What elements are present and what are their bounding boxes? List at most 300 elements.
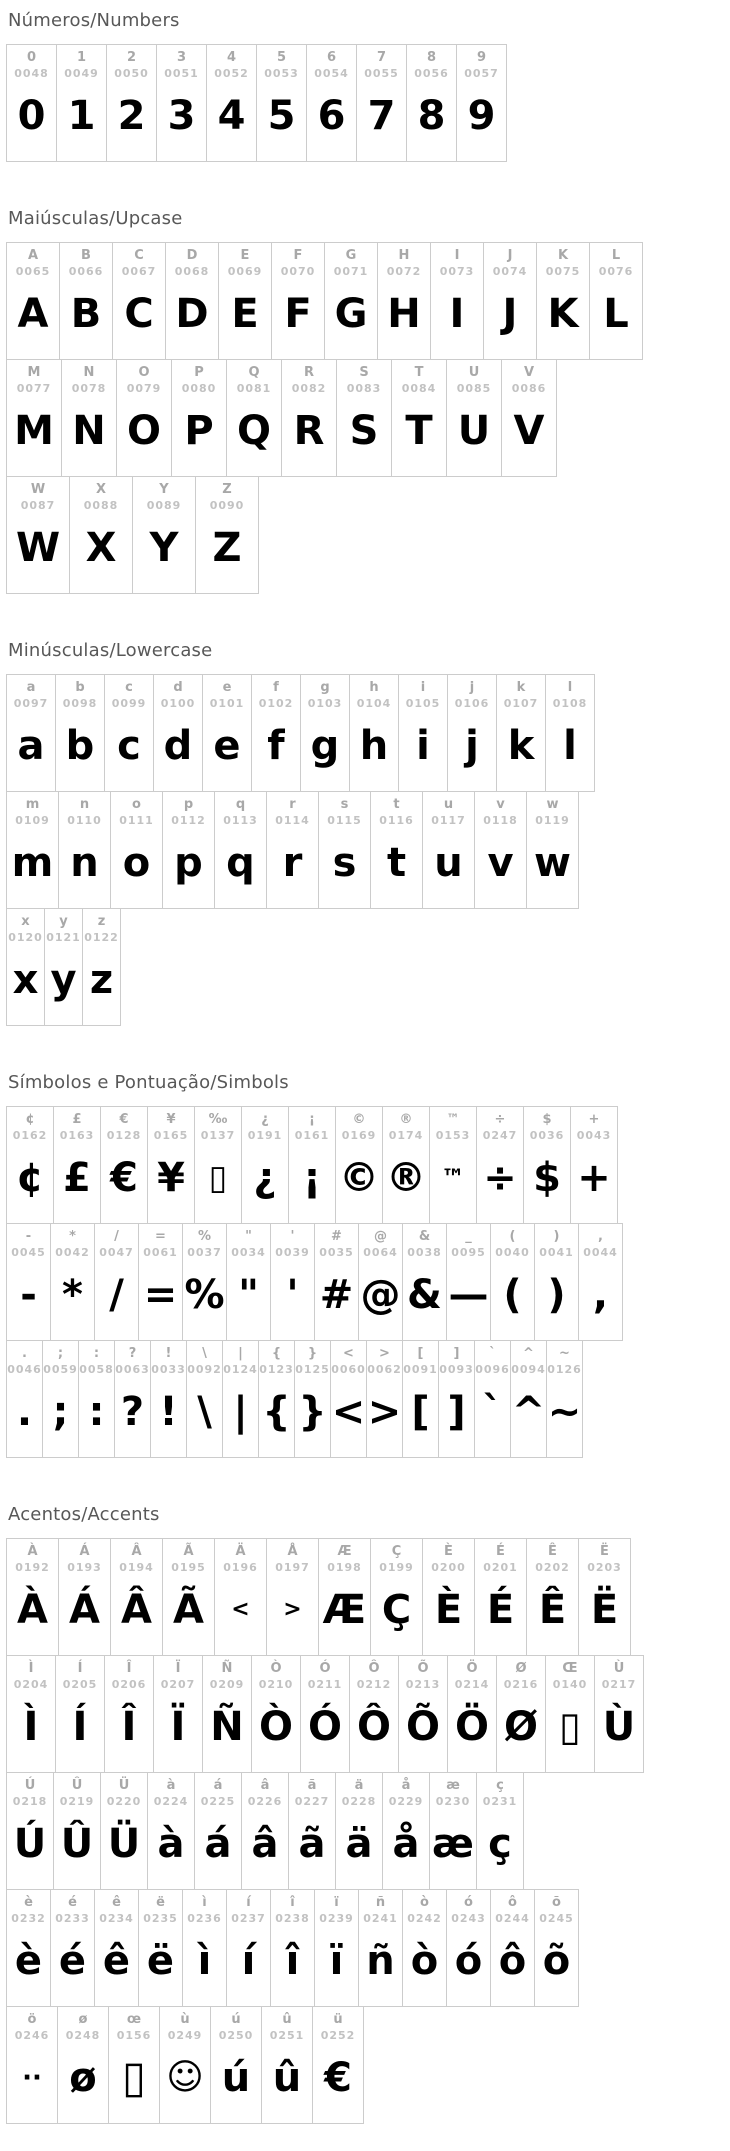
glyph-preview: 8 (417, 93, 446, 140)
glyph-unicode-code: 0140 (552, 1677, 588, 1691)
glyph-character-label: 8 (426, 50, 437, 65)
glyph-unicode-code: 0199 (379, 1560, 414, 1574)
glyph-unicode-code: 0207 (160, 1677, 196, 1691)
glyph-row (6, 1772, 730, 1890)
glyph-cell (6, 1340, 43, 1458)
glyph-character-label: ã (307, 1778, 317, 1793)
glyph-unicode-code: 0237 (231, 1911, 266, 1925)
glyph-unicode-code: 0192 (15, 1560, 50, 1574)
glyph-cell (402, 1340, 439, 1458)
glyph-cell (358, 1889, 403, 2007)
glyph-character-label: G (345, 248, 357, 263)
glyph-cell (6, 359, 62, 477)
glyph-cell (349, 1655, 399, 1773)
glyph-cell (349, 674, 399, 792)
glyph-cell (570, 1106, 618, 1224)
glyph-row (6, 44, 730, 162)
glyph-cell (456, 44, 507, 162)
glyph-preview: Ù (602, 1704, 636, 1751)
glyph-cell (261, 2006, 313, 2124)
glyph-preview: Ï (170, 1704, 186, 1751)
glyph-cell (138, 1223, 183, 1341)
glyph-cell (422, 1538, 475, 1656)
glyph-character-label: A (27, 248, 39, 263)
glyph-character-label: 4 (226, 50, 237, 65)
glyph-preview: ç (488, 1821, 512, 1868)
glyph-character-label: k (516, 680, 526, 695)
glyph-unicode-code: 0063 (115, 1362, 150, 1376)
glyph-unicode-code: 0050 (114, 66, 149, 80)
glyph-unicode-code: 0125 (295, 1362, 330, 1376)
glyph-cell (61, 359, 117, 477)
glyph-character-label: ` (489, 1346, 496, 1361)
glyph-cell (447, 674, 497, 792)
glyph-cell (523, 1106, 571, 1224)
glyph-preview: Õ (405, 1704, 440, 1751)
glyph-unicode-code: 0053 (264, 66, 299, 80)
glyph-cell (165, 242, 219, 360)
glyph-unicode-code: 0069 (227, 264, 263, 278)
glyph-unicode-code: 0113 (223, 813, 258, 827)
glyph-row (6, 242, 730, 360)
glyph-unicode-code: 0088 (83, 498, 119, 512)
glyph-cell (335, 1772, 383, 1890)
glyph-preview: ì (197, 1938, 212, 1985)
glyph-cell (58, 1538, 111, 1656)
glyph-character-label: j (469, 680, 475, 695)
glyph-character-label: $ (542, 1112, 552, 1127)
glyph-cell (104, 674, 154, 792)
glyph-character-label: Ù (613, 1661, 625, 1676)
glyph-character-label: : (93, 1346, 100, 1361)
glyph-unicode-code: 0043 (576, 1128, 612, 1142)
glyph-preview: I (449, 291, 465, 338)
glyph-preview: = (143, 1272, 178, 1319)
glyph-preview: € (110, 1155, 138, 1202)
glyph-cell (57, 2006, 109, 2124)
glyph-cell (222, 1340, 259, 1458)
glyph-cell (116, 359, 172, 477)
glyph-preview: ô (498, 1938, 527, 1985)
glyph-preview: ~ (547, 1389, 582, 1436)
glyph-preview: ¥ (157, 1155, 185, 1202)
glyph-cell (50, 1223, 95, 1341)
glyph-preview: s (332, 840, 357, 887)
glyph-unicode-code: 0066 (68, 264, 104, 278)
glyph-cell (206, 44, 257, 162)
glyph-unicode-code: 0079 (126, 381, 162, 395)
glyph-unicode-code: 0226 (247, 1794, 283, 1808)
glyph-cell (490, 1223, 535, 1341)
glyph-character-label: \ (202, 1346, 207, 1361)
glyph-unicode-code: 0091 (403, 1362, 438, 1376)
glyph-character-label: ? (128, 1346, 137, 1361)
glyph-unicode-code: 0114 (275, 813, 310, 827)
glyph-preview: õ (542, 1938, 571, 1985)
glyph-cell (358, 1223, 403, 1341)
glyph-preview: Ó (307, 1704, 342, 1751)
glyph-cell (226, 1223, 271, 1341)
glyph-cell (195, 476, 259, 594)
glyph-character-label: X (95, 482, 107, 497)
glyph-unicode-code: 0105 (405, 696, 441, 710)
glyph-cell (594, 1655, 644, 1773)
glyph-character-label: Ö (466, 1661, 478, 1676)
glyph-preview: J (502, 291, 518, 338)
glyph-preview: # (319, 1272, 354, 1319)
glyph-unicode-code: 0096 (475, 1362, 510, 1376)
glyph-character-label: Ä (235, 1544, 246, 1559)
glyph-row (6, 1340, 730, 1458)
glyph-character-label: % (197, 1229, 212, 1244)
glyph-unicode-code: 0078 (71, 381, 107, 395)
glyph-preview: â (251, 1821, 279, 1868)
glyph-row (6, 1223, 730, 1341)
glyph-unicode-code: 0034 (231, 1245, 266, 1259)
glyph-preview: Ô (356, 1704, 391, 1751)
glyph-character-label: o (132, 797, 141, 812)
glyph-unicode-code: 0102 (258, 696, 294, 710)
glyph-preview: ã (298, 1821, 326, 1868)
glyph-unicode-code: 0056 (414, 66, 449, 80)
character-map-section (6, 208, 730, 594)
glyph-cell (534, 1223, 579, 1341)
glyph-character-label: é (68, 1895, 77, 1910)
glyph-character-label: © (352, 1112, 366, 1127)
glyph-character-label: @ (374, 1229, 387, 1244)
glyph-character-label: 0 (26, 50, 37, 65)
glyph-preview: " (238, 1272, 259, 1319)
glyph-unicode-code: 0055 (364, 66, 399, 80)
glyph-character-label: ) (553, 1229, 560, 1244)
glyph-character-label: ~ (559, 1346, 570, 1361)
glyph-cell (377, 242, 431, 360)
glyph-unicode-code: 0122 (84, 930, 119, 944)
glyph-preview: £ (63, 1155, 91, 1202)
glyph-preview: ) (547, 1272, 566, 1319)
glyph-row (6, 476, 730, 594)
section-title: Números/Numbers (8, 10, 180, 31)
glyph-character-label: K (557, 248, 569, 263)
glyph-unicode-code: 0241 (363, 1911, 398, 1925)
glyph-unicode-code: 0209 (209, 1677, 245, 1691)
sections-container (6, 10, 730, 2124)
glyph-preview: ▯ (558, 1704, 581, 1751)
glyph-cell (366, 1340, 403, 1458)
glyph-character-label: ô (508, 1895, 517, 1910)
glyph-unicode-code: 0191 (247, 1128, 283, 1142)
glyph-unicode-code: 0048 (14, 66, 49, 80)
glyph-character-label: ï (334, 1895, 339, 1910)
glyph-unicode-code: 0245 (539, 1911, 574, 1925)
glyph-preview: \ (197, 1389, 212, 1436)
glyph-cell (318, 1538, 371, 1656)
glyph-character-label: Q (248, 365, 260, 380)
glyph-character-label: L (611, 248, 621, 263)
glyph-unicode-code: 0197 (275, 1560, 310, 1574)
glyph-preview: Ò (258, 1704, 293, 1751)
glyph-unicode-code: 0161 (294, 1128, 330, 1142)
glyph-preview: 1 (67, 93, 96, 140)
glyph-preview: R (293, 408, 325, 455)
glyph-preview: x (12, 957, 39, 1004)
glyph-cell (578, 1223, 623, 1341)
glyph-character-label: Ï (175, 1661, 181, 1676)
glyph-cell (94, 1223, 139, 1341)
glyph-cell (430, 242, 484, 360)
glyph-character-label: Û (71, 1778, 83, 1793)
glyph-character-label: ó (464, 1895, 473, 1910)
glyph-preview: C (124, 291, 154, 338)
glyph-preview: d (163, 723, 193, 770)
glyph-character-label: D (186, 248, 198, 263)
glyph-cell (69, 476, 133, 594)
glyph-cell (147, 1772, 195, 1890)
glyph-unicode-code: 0217 (601, 1677, 637, 1691)
glyph-character-label: v (496, 797, 505, 812)
glyph-character-label: ë (156, 1895, 165, 1910)
glyph-cell (251, 674, 301, 792)
glyph-preview: l (563, 723, 577, 770)
glyph-cell (53, 1772, 101, 1890)
glyph-character-label: f (273, 680, 279, 695)
glyph-preview: r (282, 840, 303, 887)
glyph-cell (314, 1223, 359, 1341)
character-map-section (6, 1504, 730, 2124)
glyph-cell (106, 44, 157, 162)
glyph-character-label: E (240, 248, 250, 263)
glyph-character-label: Î (126, 1661, 132, 1676)
glyph-preview: © (339, 1155, 379, 1202)
glyph-preview: Q (236, 408, 271, 455)
glyph-character-label: õ (552, 1895, 561, 1910)
glyph-unicode-code: 0062 (367, 1362, 402, 1376)
glyph-cell (82, 908, 121, 1026)
glyph-preview: > (283, 1597, 302, 1623)
glyph-unicode-code: 0225 (200, 1794, 236, 1808)
glyph-cell (422, 791, 475, 909)
glyph-unicode-code: 0156 (116, 2028, 152, 2042)
glyph-character-label: ê (112, 1895, 121, 1910)
glyph-unicode-code: 0196 (223, 1560, 258, 1574)
glyph-character-label: ü (333, 2012, 343, 2027)
glyph-unicode-code: 0120 (8, 930, 43, 944)
glyph-row (6, 674, 730, 792)
glyph-character-label: i (420, 680, 426, 695)
glyph-preview: u (434, 840, 463, 887)
glyph-character-label: â (260, 1778, 270, 1793)
glyph-character-label: T (414, 365, 424, 380)
glyph-cell (100, 1106, 148, 1224)
glyph-cell (6, 1889, 51, 2007)
glyph-preview: F (284, 291, 312, 338)
glyph-character-label: ù (180, 2012, 190, 2027)
glyph-character-label: ( (509, 1229, 516, 1244)
glyph-character-label: Y (159, 482, 169, 497)
glyph-cell (474, 1340, 511, 1458)
glyph-preview: T (405, 408, 433, 455)
glyph-unicode-code: 0233 (55, 1911, 90, 1925)
glyph-character-label: c (125, 680, 133, 695)
glyph-unicode-code: 0103 (307, 696, 343, 710)
glyph-cell (356, 44, 407, 162)
glyph-unicode-code: 0236 (187, 1911, 222, 1925)
glyph-preview: ™ (441, 1164, 465, 1193)
glyph-preview: ¡ (302, 1155, 322, 1202)
glyph-unicode-code: 0045 (11, 1245, 46, 1259)
glyph-cell (104, 1655, 154, 1773)
glyph-character-label: s (340, 797, 349, 812)
glyph-preview: É (486, 1587, 515, 1634)
glyph-character-label: ÷ (494, 1112, 506, 1127)
glyph-cell (526, 1538, 579, 1656)
glyph-character-label: ì (202, 1895, 207, 1910)
glyph-unicode-code: 0200 (431, 1560, 466, 1574)
glyph-unicode-code: 0228 (341, 1794, 377, 1808)
glyph-character-label: Ç (391, 1544, 402, 1559)
glyph-preview: S (349, 408, 379, 455)
glyph-preview: N (72, 408, 106, 455)
glyph-character-label: t (393, 797, 400, 812)
glyph-unicode-code: 0239 (319, 1911, 354, 1925)
glyph-character-label: l (567, 680, 573, 695)
glyph-cell (490, 1889, 535, 2007)
glyph-preview: > (367, 1389, 402, 1436)
glyph-cell (578, 1538, 631, 1656)
glyph-character-label: * (69, 1229, 76, 1244)
glyph-preview: ·· (22, 2063, 42, 2094)
glyph-cell (446, 1223, 491, 1341)
glyph-cell (271, 242, 325, 360)
glyph-preview: Ø (503, 1704, 538, 1751)
glyph-character-label: ] (453, 1346, 460, 1361)
glyph-preview: b (65, 723, 95, 770)
glyph-unicode-code: 0080 (181, 381, 217, 395)
glyph-cell (55, 674, 105, 792)
glyph-preview: / (109, 1272, 124, 1319)
glyph-cell (218, 242, 272, 360)
glyph-preview: y (50, 957, 77, 1004)
glyph-preview: ò (410, 1938, 439, 1985)
glyph-unicode-code: 0106 (454, 696, 490, 710)
glyph-unicode-code: 0116 (379, 813, 414, 827)
glyph-cell (214, 791, 267, 909)
glyph-preview: ä (345, 1821, 373, 1868)
glyph-cell (156, 44, 207, 162)
glyph-cell (288, 1106, 336, 1224)
glyph-character-label: C (134, 248, 144, 263)
glyph-unicode-code: 0227 (294, 1794, 330, 1808)
glyph-cell (6, 1655, 56, 1773)
glyph-character-label: Ø (515, 1661, 527, 1676)
glyph-character-label: Ü (118, 1778, 130, 1793)
glyph-character-label: F (293, 248, 303, 263)
glyph-cell (476, 1106, 524, 1224)
glyph-character-label: 5 (276, 50, 287, 65)
glyph-unicode-code: 0234 (99, 1911, 134, 1925)
glyph-preview: n (70, 840, 99, 887)
glyph-unicode-code: 0077 (16, 381, 52, 395)
glyph-unicode-code: 0121 (46, 930, 81, 944)
glyph-unicode-code: 0098 (62, 696, 98, 710)
glyph-unicode-code: 0081 (236, 381, 272, 395)
glyph-preview: B (70, 291, 102, 338)
glyph-preview: 5 (267, 93, 296, 140)
glyph-preview: ' (286, 1272, 299, 1319)
glyph-unicode-code: 0074 (492, 264, 528, 278)
glyph-preview: E (231, 291, 259, 338)
glyph-unicode-code: 0072 (386, 264, 422, 278)
glyph-character-label: [ (417, 1346, 424, 1361)
glyph-cell (182, 1223, 227, 1341)
glyph-preview: a (17, 723, 45, 770)
glyph-cell (398, 674, 448, 792)
glyph-unicode-code: 0039 (275, 1245, 310, 1259)
glyph-unicode-code: 0064 (363, 1245, 398, 1259)
glyph-cell (6, 791, 59, 909)
glyph-character-label: à (166, 1778, 176, 1793)
glyph-preview: - (20, 1272, 37, 1319)
glyph-preview: L (603, 291, 629, 338)
glyph-preview: ` (482, 1389, 503, 1436)
glyph-unicode-code: 0250 (218, 2028, 254, 2042)
glyph-preview: ñ (366, 1938, 395, 1985)
glyph-cell (300, 674, 350, 792)
glyph-cell (546, 1340, 583, 1458)
glyph-preview: @ (360, 1272, 401, 1319)
glyph-character-label: / (114, 1229, 119, 1244)
glyph-character-label: ö (27, 2012, 37, 2027)
glyph-character-label: J (507, 248, 513, 263)
glyph-preview: ÷ (483, 1155, 517, 1202)
glyph-cell (406, 44, 457, 162)
glyph-unicode-code: 0073 (439, 264, 475, 278)
glyph-preview: $ (533, 1155, 561, 1202)
glyph-preview: v (487, 840, 514, 887)
glyph-cell (330, 1340, 367, 1458)
glyph-preview: i (416, 723, 430, 770)
glyph-character-label: 9 (476, 50, 487, 65)
glyph-preview: Ì (23, 1704, 39, 1751)
glyph-unicode-code: 0224 (153, 1794, 189, 1808)
glyph-character-label: ò (420, 1895, 429, 1910)
glyph-unicode-code: 0238 (275, 1911, 310, 1925)
glyph-cell (324, 242, 378, 360)
glyph-unicode-code: 0212 (356, 1677, 392, 1691)
glyph-cell (162, 1538, 215, 1656)
glyph-preview: ; (52, 1389, 69, 1436)
glyph-preview: ▯ (121, 2052, 147, 2104)
glyph-preview: M (14, 408, 54, 455)
glyph-character-label: r (289, 797, 296, 812)
glyph-character-label: M (27, 365, 41, 380)
glyph-character-label: , (598, 1229, 603, 1244)
glyph-unicode-code: 0054 (314, 66, 349, 80)
glyph-character-label: U (468, 365, 480, 380)
glyph-character-label: Ú (24, 1778, 36, 1793)
glyph-cell (438, 1340, 475, 1458)
glyph-character-label: H (398, 248, 410, 263)
glyph-character-label: # (331, 1229, 342, 1244)
glyph-character-label: z (97, 914, 106, 929)
glyph-unicode-code: 0124 (223, 1362, 258, 1376)
glyph-preview: k (507, 723, 535, 770)
glyph-unicode-code: 0165 (153, 1128, 189, 1142)
glyph-cell (6, 44, 57, 162)
glyph-preview: G (334, 291, 368, 338)
glyph-unicode-code: 0092 (187, 1362, 222, 1376)
glyph-character-label: œ (126, 2012, 142, 2027)
